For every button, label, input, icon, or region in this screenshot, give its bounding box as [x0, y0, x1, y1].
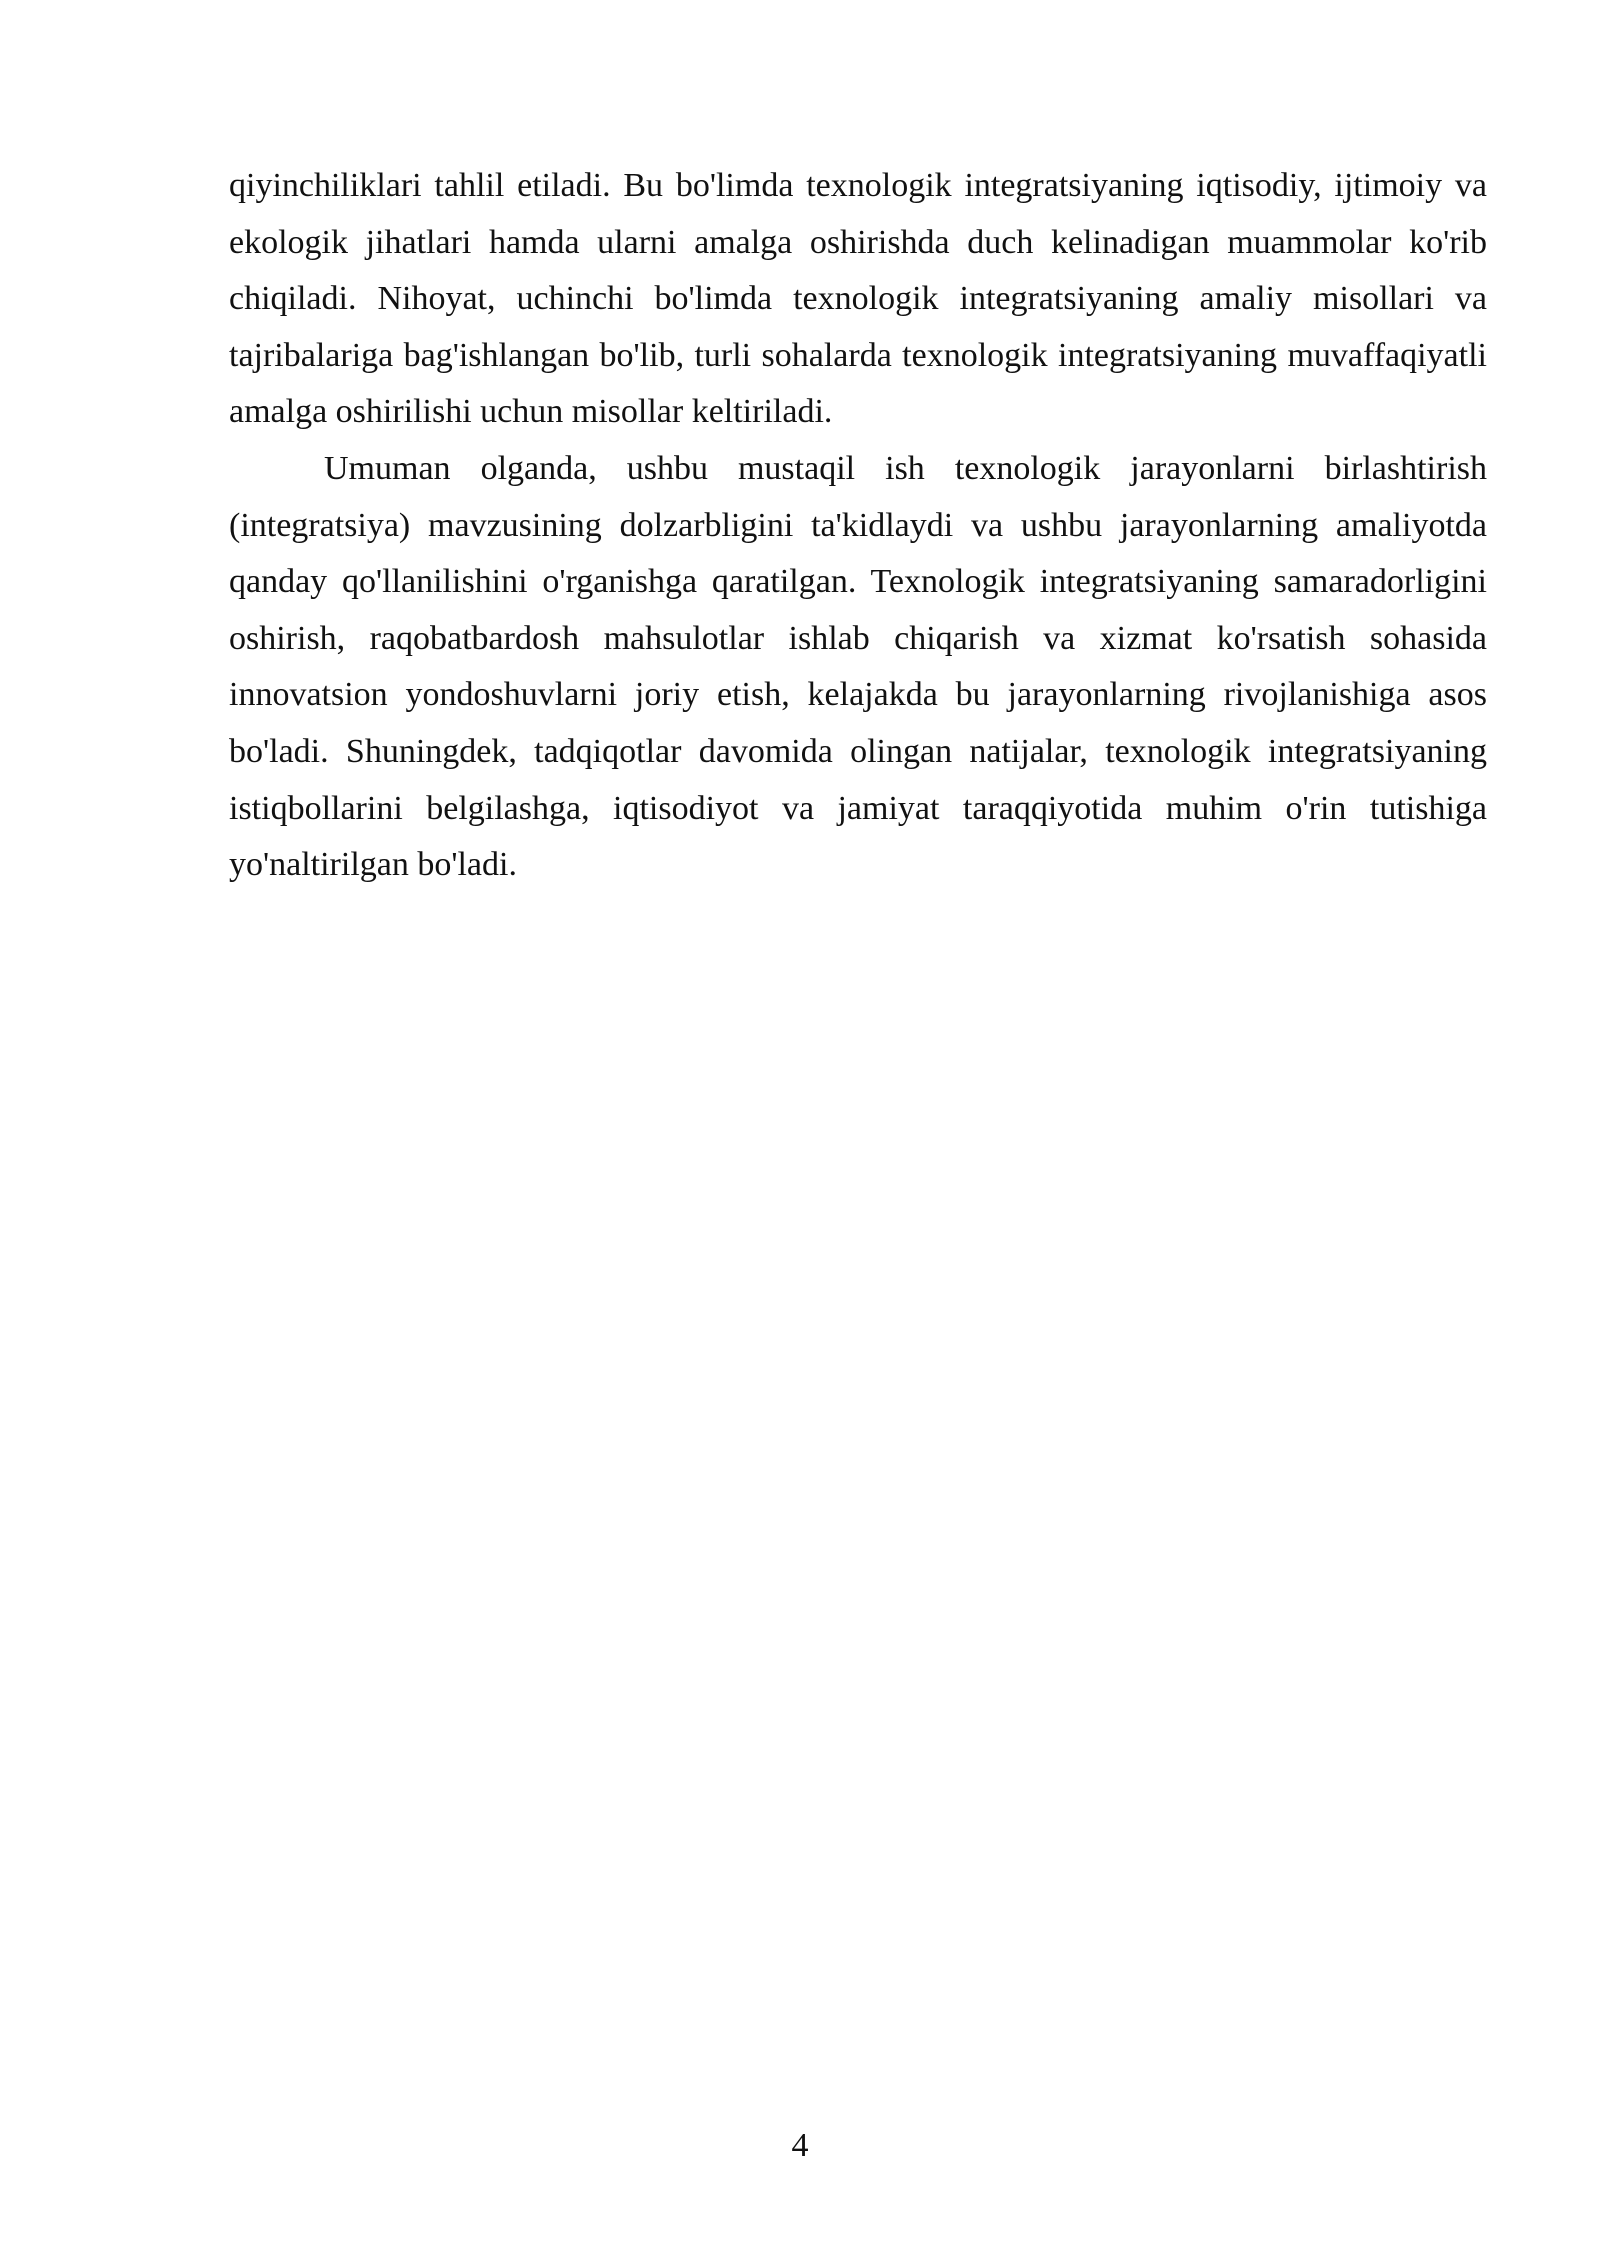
body-text	[229, 158, 1487, 894]
paragraph-continuation: qiyinchiliklari tahlil etiladi. Bu bo'limda texnologik integratsiyaning iqtisodiy, ijtimoiy va ekologik jihatlari hamda ularni amalga oshirishda duch kelinadigan muammolar ko'rib chiqiladi. Nihoyat, uchinchi bo'limda texnologik integratsiyaning amaliy misollari va tajribalariga bag'ishlangan bo'lib, turli sohalarda texnologik integratsiyaning muvaffaqiyatli amalga oshirilishi uchun misollar keltiriladi.	[229, 167, 1487, 431]
paragraph-conclusion: Umuman olganda, ushbu mustaqil ish texnologik jarayonlarni birlashtirish (integratsiya) mavzusining dolzarbligini ta'kidlaydi va ushbu jarayonlarning amaliyotda qanday qo'llanilishini o'rganishga qaratilgan. Texnologik integratsiyaning samaradorligini oshirish, raqobatbardosh mahsulotlar ishlab chiqarish va xizmat ko'rsatish sohasida innovatsion yondoshuvlarni joriy etish, kelajakda bu jarayonlarning rivojlanishiga asos bo'ladi. Shuningdek, tadqiqotlar davomida olingan natijalar, texnologik integratsiyaning istiqbollarini belgilashga, iqtisodiyot va jamiyat taraqqiyotida muhim o'rin tutishiga yo'naltirilgan bo'ladi.	[229, 449, 1487, 884]
page-number: 4	[791, 2127, 809, 2164]
